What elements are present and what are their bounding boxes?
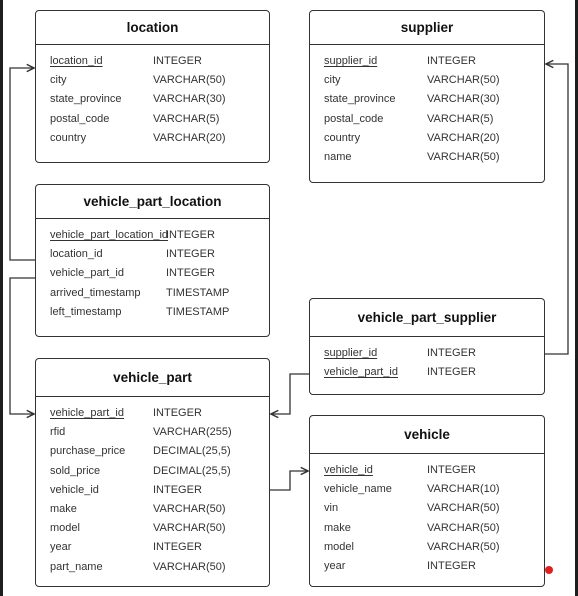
- column-list: [36, 397, 269, 578]
- entity-vehicle-part-supplier: [309, 298, 545, 395]
- column-row: [310, 558, 544, 577]
- primary-key-name: supplier_id: [324, 55, 378, 67]
- column-name: arrived_timestamp: [50, 286, 141, 299]
- column-type: VARCHAR(50): [153, 560, 226, 573]
- column-row: [310, 345, 544, 364]
- primary-key-name: vehicle_id: [324, 464, 373, 476]
- primary-key-name: supplier_id: [324, 347, 378, 359]
- entity-supplier: [309, 10, 545, 183]
- column-type: VARCHAR(20): [153, 131, 226, 144]
- column-row: [310, 130, 544, 149]
- column-type: INTEGER: [166, 229, 215, 241]
- column-row: [36, 265, 269, 284]
- column-row: [36, 539, 269, 558]
- column-row: [36, 482, 269, 501]
- column-name: vehicle_name: [324, 483, 392, 496]
- column-list: [310, 337, 544, 383]
- column-type: INTEGER: [427, 559, 476, 572]
- column-name: vin: [324, 502, 339, 515]
- column-name: make: [324, 521, 351, 534]
- column-name: name: [324, 150, 352, 163]
- entity-title: vehicle_part_supplier: [310, 299, 544, 337]
- column-name: vehicle_id: [50, 483, 99, 496]
- column-name: make: [50, 502, 77, 515]
- column-row: [36, 53, 269, 72]
- column-type: VARCHAR(30): [153, 93, 226, 106]
- column-row: [310, 481, 544, 500]
- column-name: sold_price: [50, 464, 101, 477]
- column-name: model: [324, 540, 354, 553]
- column-row: [310, 53, 544, 72]
- entity-vehicle: [309, 415, 545, 587]
- column-type: VARCHAR(50): [153, 74, 226, 87]
- column-type: INTEGER: [153, 407, 202, 419]
- column-row: [36, 130, 269, 149]
- entity-title: vehicle: [310, 416, 544, 454]
- column-row: [36, 405, 269, 424]
- column-row: [36, 443, 269, 462]
- column-name: part_name: [50, 560, 103, 573]
- column-row: [36, 520, 269, 539]
- column-type: VARCHAR(50): [153, 522, 226, 535]
- column-row: [310, 364, 544, 383]
- column-name: rfid: [50, 426, 66, 439]
- column-type: VARCHAR(255): [153, 426, 232, 439]
- column-type: INTEGER: [427, 366, 476, 379]
- column-name: year: [324, 559, 346, 572]
- entity-location: [35, 10, 270, 163]
- primary-key-name: vehicle_part_id: [50, 407, 124, 419]
- column-name: city: [50, 74, 67, 87]
- column-row: [36, 424, 269, 443]
- column-row: [36, 91, 269, 110]
- column-name: country: [324, 131, 361, 144]
- column-type: VARCHAR(30): [427, 93, 500, 106]
- column-row: [310, 111, 544, 130]
- entity-vehicle-part: [35, 358, 270, 587]
- column-name: year: [50, 541, 72, 554]
- column-name: location_id: [50, 248, 103, 261]
- column-type: VARCHAR(20): [427, 131, 500, 144]
- entity-title: location: [36, 11, 269, 45]
- primary-key-name: vehicle_part_id: [324, 366, 398, 379]
- column-list: [310, 454, 544, 577]
- column-row: [36, 285, 269, 304]
- column-type: VARCHAR(50): [427, 502, 500, 515]
- column-type: VARCHAR(50): [427, 540, 500, 553]
- entity-title: vehicle_part: [36, 359, 269, 397]
- column-row: [310, 91, 544, 110]
- column-row: [36, 304, 269, 323]
- entity-title: vehicle_part_location: [36, 185, 269, 219]
- column-name: state_province: [50, 93, 122, 106]
- column-name: postal_code: [50, 112, 110, 125]
- primary-key-name: location_id: [50, 55, 103, 67]
- column-name: country: [50, 131, 87, 144]
- column-name: model: [50, 522, 80, 535]
- column-type: TIMESTAMP: [166, 286, 230, 299]
- column-name: vehicle_part_id: [50, 267, 124, 280]
- column-type: INTEGER: [427, 55, 476, 67]
- column-row: [36, 227, 269, 246]
- column-type: INTEGER: [153, 55, 202, 67]
- primary-key-name: vehicle_part_location_id: [50, 229, 169, 241]
- column-row: [310, 72, 544, 91]
- column-type: INTEGER: [166, 267, 215, 280]
- column-list: [36, 45, 269, 149]
- column-row: [310, 462, 544, 481]
- column-type: VARCHAR(50): [427, 74, 500, 87]
- column-type: VARCHAR(50): [427, 150, 500, 163]
- column-type: TIMESTAMP: [166, 305, 230, 318]
- column-type: INTEGER: [153, 541, 202, 554]
- column-row: [36, 72, 269, 91]
- column-type: INTEGER: [427, 347, 476, 359]
- column-type: INTEGER: [166, 248, 215, 261]
- column-type: VARCHAR(5): [153, 112, 220, 125]
- column-type: DECIMAL(25,5): [153, 445, 231, 458]
- column-row: [36, 559, 269, 578]
- column-type: INTEGER: [153, 483, 202, 496]
- entity-title: supplier: [310, 11, 544, 45]
- column-type: DECIMAL(25,5): [153, 464, 231, 477]
- column-type: VARCHAR(50): [153, 502, 226, 515]
- entity-vehicle-part-location: [35, 184, 270, 337]
- column-name: postal_code: [324, 112, 384, 125]
- column-row: [310, 500, 544, 519]
- column-row: [310, 149, 544, 168]
- column-type: VARCHAR(10): [427, 483, 500, 496]
- column-type: VARCHAR(5): [427, 112, 494, 125]
- column-type: VARCHAR(50): [427, 521, 500, 534]
- column-name: purchase_price: [50, 445, 126, 458]
- column-row: [36, 463, 269, 482]
- column-name: city: [324, 74, 341, 87]
- column-name: state_province: [324, 93, 396, 106]
- column-name: left_timestamp: [50, 305, 122, 318]
- column-row: [310, 520, 544, 539]
- column-type: INTEGER: [427, 464, 476, 476]
- column-row: [36, 246, 269, 265]
- column-list: [310, 45, 544, 168]
- column-row: [36, 111, 269, 130]
- recording-indicator-dot: [545, 566, 553, 574]
- column-row: [310, 539, 544, 558]
- column-row: [36, 501, 269, 520]
- column-list: [36, 219, 269, 323]
